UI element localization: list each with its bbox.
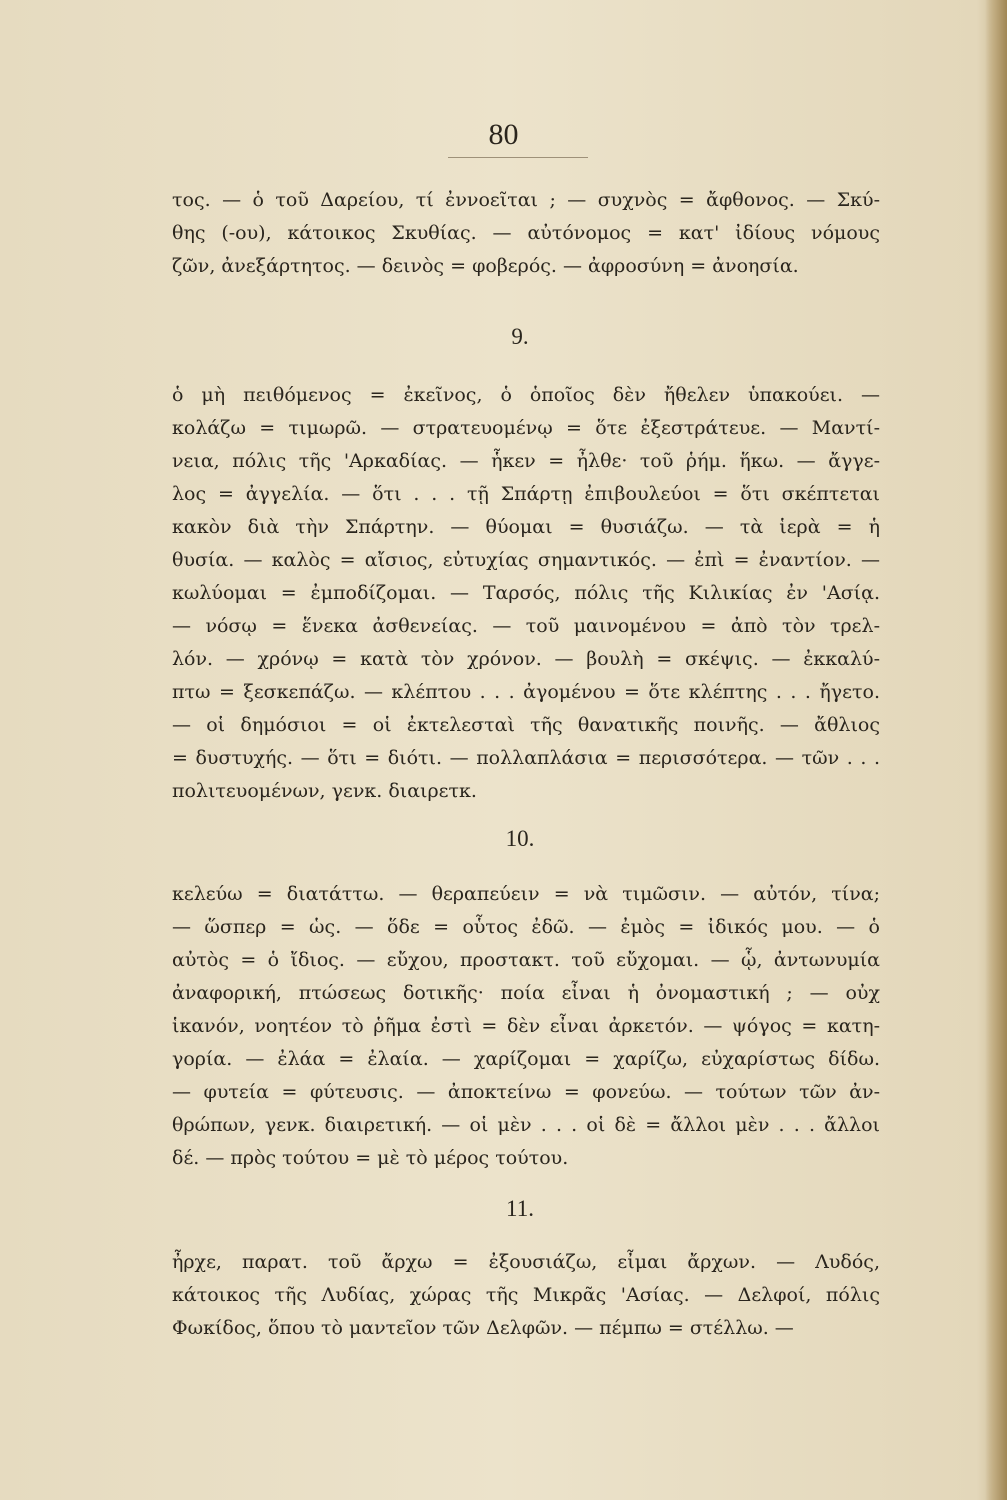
text-line: νεια, πόλις τῆς 'Αρκαδίας. — ἧκεν = ἦλθε· τοῦ ῥήμ. ἥκω. — ἄγγε- [172,450,880,472]
page-edge-shadow [985,0,1007,1500]
section-9-text [172,379,880,808]
text-line: κάτοικος τῆς Λυδίας, χώρας τῆς Μικρᾶς 'Ασίας. — Δελφοί, πόλις [172,1284,880,1306]
text-line: Φωκίδος, ὅπου τὸ μαντεῖον τῶν Δελφῶν. — πέμπω = στέλλω. — [172,1317,794,1339]
text-line: — οἱ δημόσιοι = οἱ ἐκτελεσταὶ τῆς θανατικῆς ποινῆς. — ἄθλιος [172,714,880,736]
text-line: θυσία. — καλὸς = αἴσιος, εὐτυχίας σημαντικός. — ἐπὶ = ἐναντίον. — [172,549,880,571]
text-line: λόν. — χρόνῳ = κατὰ τὸν χρόνον. — βουλὴ = σκέψις. — ἐκκαλύ- [172,648,880,670]
text-line: κελεύω = διατάττω. — θεραπεύειν = νὰ τιμῶσιν. — αὐτόν, τίνα; [172,883,880,905]
text-line: τος. — ὁ τοῦ Δαρείου, τί ἐννοεῖται ; — συχνὸς = ἄφθονος. — Σκύ- [172,189,880,211]
text-line: δέ. — πρὸς τούτου = μὲ τὸ μέρος τούτου. [172,1147,569,1169]
section-intro-text [172,184,880,283]
text-line: κωλύομαι = ἐμποδίζομαι. — Ταρσός, πόλις τῆς Κιλικίας ἐν 'Ασίᾳ. [172,582,880,604]
text-line: ἀναφορική, πτώσεως δοτικῆς· ποία εἶναι ἡ ὀνομαστική ; — οὐχ [172,982,880,1004]
text-line: ἦρχε, παρατ. τοῦ ἄρχω = ἐξουσιάζω, εἶμαι ἄρχων. — Λυδός, [172,1251,880,1273]
text-line: ἱκανόν, νοητέον τὸ ῥῆμα ἐστὶ = δὲν εἶναι ἀρκετόν. — ψόγος = κατη- [172,1015,880,1037]
text-line: πολιτευομένων, γενκ. διαιρετκ. [172,780,477,802]
text-line: κολάζω = τιμωρῶ. — στρατευομένῳ = ὅτε ἐξεστράτευε. — Μαντί- [172,417,880,439]
text-line: ὁ μὴ πειθόμενος = ἐκεῖνος, ὁ ὁποῖος δὲν ἤθελεν ὑπακούει. — [172,384,880,406]
text-line: — φυτεία = φύτευσις. — ἀποκτείνω = φονεύω. — τούτων τῶν ἀν- [172,1081,880,1103]
text-line: γορία. — ἐλάα = ἐλαία. — χαρίζομαι = χαρίζω, εὐχαρίστως δίδω. [172,1048,880,1070]
section-10-text [172,878,880,1175]
text-line: λος = ἀγγελία. — ὅτι . . . τῇ Σπάρτῃ ἐπιβουλεύοι = ὅτι σκέπτεται [172,483,880,505]
text-line: θρώπων, γενκ. διαιρετική. — οἱ μὲν . . . οἱ δὲ = ἄλλοι μὲν . . . ἄλλοι [172,1114,880,1136]
section-heading-10: 10. [505,826,535,851]
header-rule [448,157,588,158]
text-line: αὐτὸς = ὁ ἴδιος. — εὔχου, προστακτ. τοῦ εὔχομαι. — ᾧ, ἀντωνυμία [172,949,880,971]
text-line: κακὸν διὰ τὴν Σπάρτην. — θύομαι = θυσιάζω. — τὰ ἱερὰ = ἡ [172,516,880,538]
text-line: = δυστυχής. — ὅτι = διότι. — πολλαπλάσια = περισσότερα. — τῶν . . . [172,747,880,769]
text-line: θης (-ου), κάτοικος Σκυθίας. — αὐτόνομος = κατ' ἰδίους νόμους [172,222,880,244]
text-line: — νόσῳ = ἕνεκα ἀσθενείας. — τοῦ μαινομένου = ἀπὸ τὸν τρελ- [172,615,880,637]
page-number: 80 [488,118,519,151]
section-11-text [172,1246,880,1345]
text-line: — ὥσπερ = ὡς. — ὅδε = οὗτος ἐδῶ. — ἐμὸς = ἰδικός μου. — ὁ [172,916,880,938]
text-line: πτω = ξεσκεπάζω. — κλέπτου . . . ἀγομένου = ὅτε κλέπτης . . . ἤγετο. [172,681,880,703]
text-line: ζῶν, ἀνεξάρτητος. — δεινὸς = φοβερός. — ἀφροσύνη = ἀνοησία. [172,255,799,277]
section-heading-11: 11. [506,1196,534,1221]
section-heading-9: 9. [511,324,529,349]
